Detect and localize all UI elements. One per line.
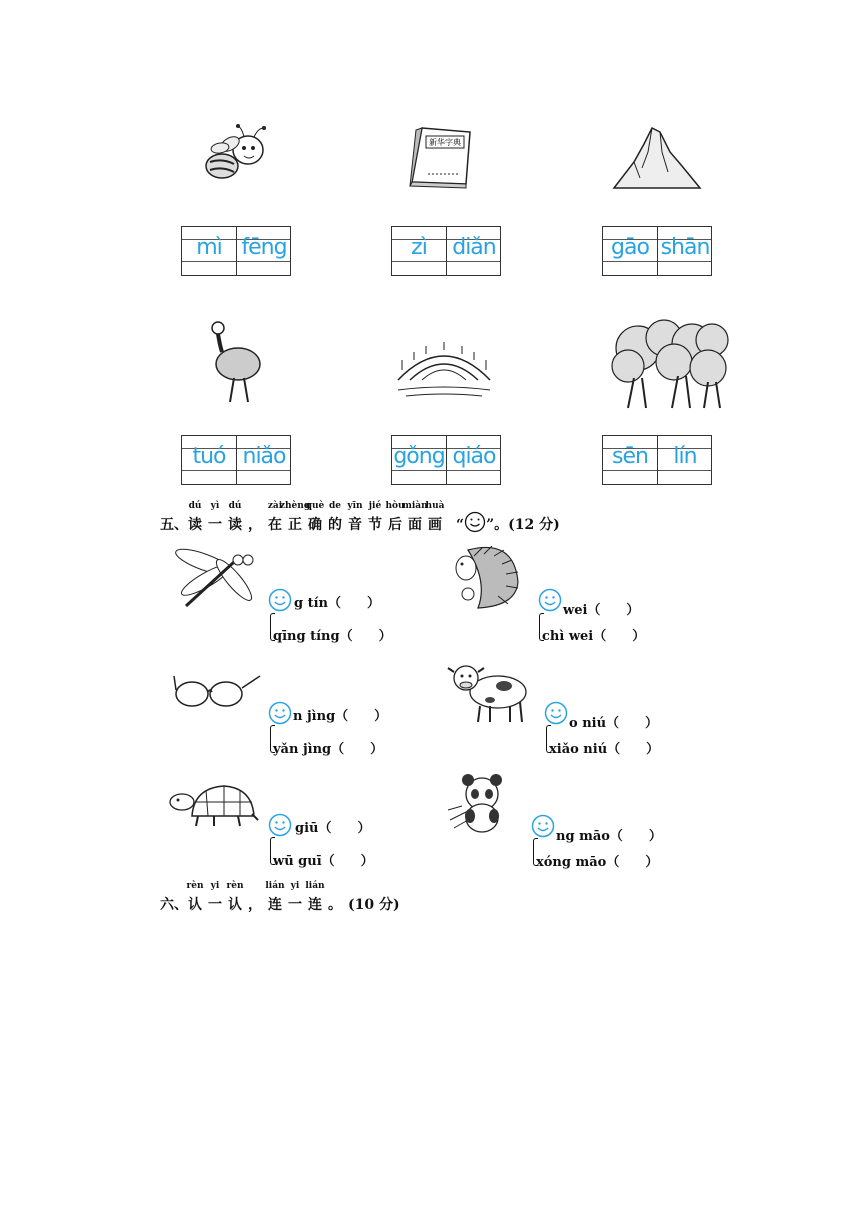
ruby-char <box>228 501 242 534</box>
pinyin-syllable: mì <box>196 235 222 260</box>
hanzi-char: 读 <box>228 517 242 533</box>
pinyin-annotation: de <box>328 501 342 511</box>
option-1-text[interactable]: wei（ ） <box>563 603 640 618</box>
ruby-char <box>248 894 262 914</box>
pinyin-grid-bridge <box>391 435 501 485</box>
ruby-char <box>248 514 262 534</box>
pinyin-syllable: tuó <box>192 444 226 469</box>
pinyin-syllable: lín <box>673 444 697 469</box>
option-2-text[interactable]: xóng māo（ ） <box>536 855 659 870</box>
hanzi-char: 音 <box>348 517 362 533</box>
ruby-char <box>188 501 202 534</box>
hanzi-char: ， <box>248 517 262 533</box>
hanzi-char: 认 <box>188 897 202 913</box>
pinyin-annotation: zài <box>267 501 283 511</box>
ruby-char <box>226 881 244 914</box>
pinyin-annotation: jié <box>368 501 382 511</box>
section-5-number: 五、 <box>160 517 188 533</box>
ruby-char <box>328 894 342 914</box>
hanzi-char: 读 <box>188 517 202 533</box>
open-quote: “ <box>456 517 465 533</box>
pinyin-annotation: miàn <box>402 501 428 511</box>
pinyin-syllable: sēn <box>612 444 648 469</box>
pinyin-annotation: yīn <box>347 501 363 511</box>
ruby-char <box>208 881 222 914</box>
ruby-char <box>305 501 325 534</box>
ruby-char <box>385 501 405 534</box>
ruby-char <box>288 881 302 914</box>
pinyin-grid-ostrich <box>181 435 291 485</box>
panda-picture <box>446 770 514 836</box>
pinyin-annotation: rèn <box>226 881 244 891</box>
ostrich-picture <box>204 318 268 406</box>
pinyin-syllable: fēng <box>241 235 287 260</box>
pinyin-annotation: lián <box>265 881 285 891</box>
ruby-char <box>347 501 363 534</box>
hanzi-char: 连 <box>308 897 322 913</box>
pinyin-annotation: huà <box>425 501 445 511</box>
pinyin-annotation: yi <box>210 881 220 891</box>
hanzi-char: 一 <box>208 517 222 533</box>
section-6-number: 六、 <box>160 897 188 913</box>
pinyin-syllable: qiáo <box>452 444 496 469</box>
option-1-text[interactable]: n jìng（ ） <box>293 709 388 724</box>
pinyin-grid-dictionary <box>391 226 501 276</box>
hanzi-char: 的 <box>328 517 342 533</box>
section-6-heading <box>160 881 400 914</box>
calf-picture <box>446 656 532 724</box>
ruby-char <box>267 501 283 534</box>
section-6-score: (10 分) <box>348 897 400 913</box>
option-2-text[interactable]: qīng tíng（ ） <box>273 629 392 644</box>
glasses-picture <box>172 668 264 710</box>
pinyin-annotation: rèn <box>186 881 204 891</box>
smiley-answer-icon[interactable] <box>544 701 568 725</box>
option-2-text[interactable]: chì wei（ ） <box>542 629 646 644</box>
bridge-picture <box>396 330 492 398</box>
pinyin-syllable: gǒng <box>393 444 445 469</box>
section-5-heading <box>160 501 560 534</box>
turtle-picture <box>168 780 260 830</box>
option-1-text[interactable]: o niú（ ） <box>569 716 659 731</box>
ruby-char <box>305 881 325 914</box>
hedgehog-picture <box>448 542 522 612</box>
dragonfly-picture <box>172 544 268 610</box>
option-1-text[interactable]: g tín（ ） <box>294 596 381 611</box>
pinyin-annotation: zhèng <box>279 501 311 511</box>
ruby-char <box>328 501 342 534</box>
pinyin-syllable: niǎo <box>242 444 286 469</box>
pinyin-syllable: gāo <box>611 235 649 260</box>
section-5-instruction <box>188 501 448 533</box>
pinyin-annotation: dú <box>188 501 202 511</box>
pinyin-grid-forest <box>602 435 712 485</box>
mountain-picture <box>612 122 702 192</box>
smiley-answer-icon[interactable] <box>538 588 562 612</box>
ruby-char <box>402 501 428 534</box>
pinyin-annotation: hòu <box>385 501 405 511</box>
ruby-char <box>368 501 382 534</box>
option-1-text[interactable]: ng māo（ ） <box>556 829 662 844</box>
ruby-char <box>186 881 204 914</box>
dictionary-picture <box>406 124 476 190</box>
hanzi-char: 在 <box>268 517 282 533</box>
smiley-answer-icon[interactable] <box>268 588 292 612</box>
pinyin-grid-bee <box>181 226 291 276</box>
bee-picture <box>198 122 280 188</box>
pinyin-grid-mountain <box>602 226 712 276</box>
hanzi-char: 。 <box>328 897 342 913</box>
section-6-instruction <box>186 881 348 913</box>
hanzi-char: 一 <box>288 897 302 913</box>
hanzi-char: 连 <box>268 897 282 913</box>
hanzi-char: 认 <box>228 897 242 913</box>
ruby-char <box>279 501 311 534</box>
forest-picture <box>608 318 732 410</box>
option-2-text[interactable]: yǎn jìng（ ） <box>273 742 384 757</box>
smiley-answer-icon[interactable] <box>268 701 292 725</box>
hanzi-char: 一 <box>208 897 222 913</box>
pinyin-annotation: dú <box>228 501 242 511</box>
hanzi-char: ， <box>248 897 262 913</box>
hanzi-char: 面 <box>408 517 422 533</box>
ruby-char <box>425 501 445 534</box>
pinyin-syllable: diǎn <box>452 235 496 260</box>
pinyin-annotation: yì <box>210 501 220 511</box>
option-2-text[interactable]: xiǎo niú（ ） <box>549 742 660 757</box>
hanzi-char: 后 <box>388 517 402 533</box>
section-5-score: (12 分) <box>508 517 560 533</box>
smiley-answer-icon[interactable] <box>268 813 292 837</box>
smiley-answer-icon[interactable] <box>531 814 555 838</box>
hanzi-char: 确 <box>308 517 322 533</box>
hanzi-char: 节 <box>368 517 382 533</box>
pinyin-annotation: yi <box>290 881 300 891</box>
pinyin-syllable: shān <box>660 235 710 260</box>
option-2-text[interactable]: wū guī（ ） <box>273 854 374 869</box>
pinyin-annotation: lián <box>305 881 325 891</box>
close-quote: ”。 <box>486 517 509 533</box>
hanzi-char: 正 <box>288 517 302 533</box>
dictionary-title: 新华字典 <box>429 138 461 147</box>
ruby-char <box>265 881 285 914</box>
pinyin-syllable: zì <box>411 235 427 260</box>
ruby-char <box>208 501 222 534</box>
hanzi-char: 画 <box>428 517 442 533</box>
pinyin-annotation: què <box>305 501 325 511</box>
option-1-text[interactable]: giū（ ） <box>295 821 371 836</box>
smiley-icon <box>464 511 486 533</box>
